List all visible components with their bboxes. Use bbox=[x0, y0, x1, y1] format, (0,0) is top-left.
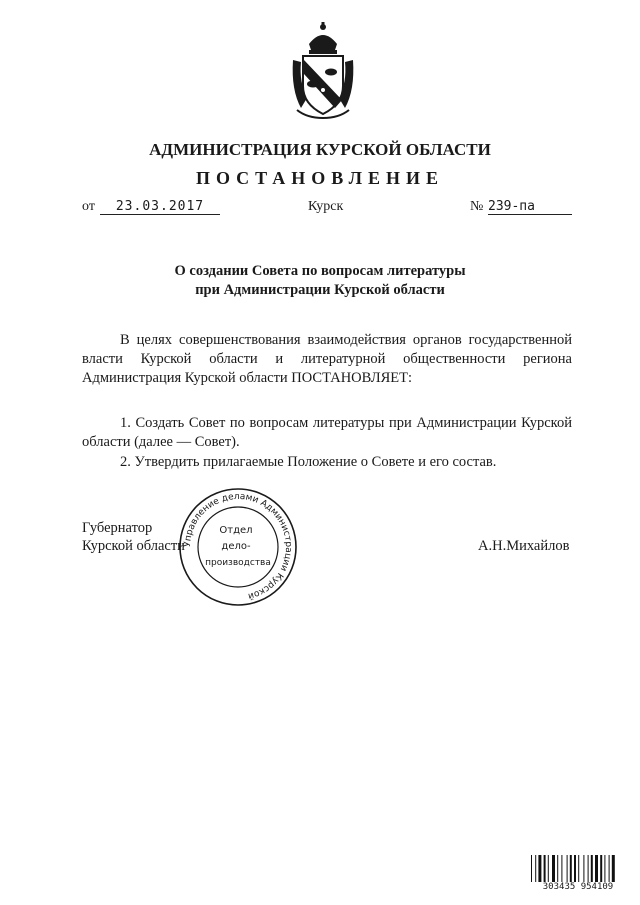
barcode-bar bbox=[552, 855, 555, 882]
barcode-bar bbox=[544, 855, 546, 882]
barcode-bar bbox=[609, 855, 610, 882]
resolution-item-2: 2. Утвердить прилагаемые Положение о Совете и его состав. bbox=[120, 454, 497, 470]
preamble-paragraph: В целях совершенствования взаимодействия органов государственной власти Курской области и литературной общественности региона Администрация Курской области ПОСТАНОВЛЯЕТ: bbox=[82, 332, 572, 386]
stamp-ring-text: Управление делами Администрации Курской bbox=[182, 491, 294, 601]
barcode-bar bbox=[612, 855, 615, 882]
stamp-center-line-1: Отдел bbox=[219, 525, 253, 536]
document-number: 239-па bbox=[488, 199, 572, 215]
barcode-bar bbox=[604, 855, 605, 882]
barcode-bar bbox=[531, 855, 532, 882]
agency-name: АДМИНИСТРАЦИЯ КУРСКОЙ ОБЛАСТИ bbox=[149, 140, 491, 159]
barcode-bar bbox=[600, 855, 602, 882]
barcode-bar bbox=[591, 855, 593, 882]
document-type: ПОСТАНОВЛЕНИЕ bbox=[195, 168, 445, 188]
document-title bbox=[0, 262, 640, 300]
document-date: 23.03.2017 bbox=[100, 199, 220, 215]
stamp-center-line-2: дело- bbox=[221, 541, 251, 552]
barcode-bar bbox=[567, 855, 568, 882]
resolution-item-1: 1. Создать Совет по вопросам литературы при Администрации Курской области (далее — Совет). bbox=[82, 415, 572, 450]
signatory-name: А.Н.Михайлов bbox=[478, 538, 570, 554]
title-line-2: при Администрации Курской области bbox=[195, 282, 445, 298]
barcode-bar bbox=[570, 855, 572, 882]
barcode-bar bbox=[574, 855, 576, 882]
barcode-bar bbox=[535, 855, 536, 882]
stamp-center-line-3: производства bbox=[205, 558, 271, 568]
title-line-1: О создании Совета по вопросам литературы bbox=[174, 263, 466, 279]
barcode-bar bbox=[595, 855, 598, 882]
barcode-bar bbox=[588, 855, 589, 882]
coat-of-arms-emblem bbox=[287, 20, 359, 120]
official-stamp bbox=[176, 485, 300, 609]
barcode-bar bbox=[583, 855, 584, 882]
signatory-position-line-2: Курской области bbox=[82, 538, 185, 554]
barcode-bar bbox=[557, 855, 558, 882]
barcode-bar bbox=[538, 855, 541, 882]
document-city: Курск bbox=[308, 199, 344, 214]
barcode-bar bbox=[578, 855, 579, 882]
number-prefix: № bbox=[470, 199, 484, 214]
barcode-bar bbox=[561, 855, 562, 882]
signatory-position-line-1: Губернатор bbox=[82, 520, 153, 536]
date-prefix: от bbox=[82, 199, 95, 214]
barcode-number: 303435 954109 bbox=[530, 882, 626, 892]
barcode-bar bbox=[548, 855, 549, 882]
